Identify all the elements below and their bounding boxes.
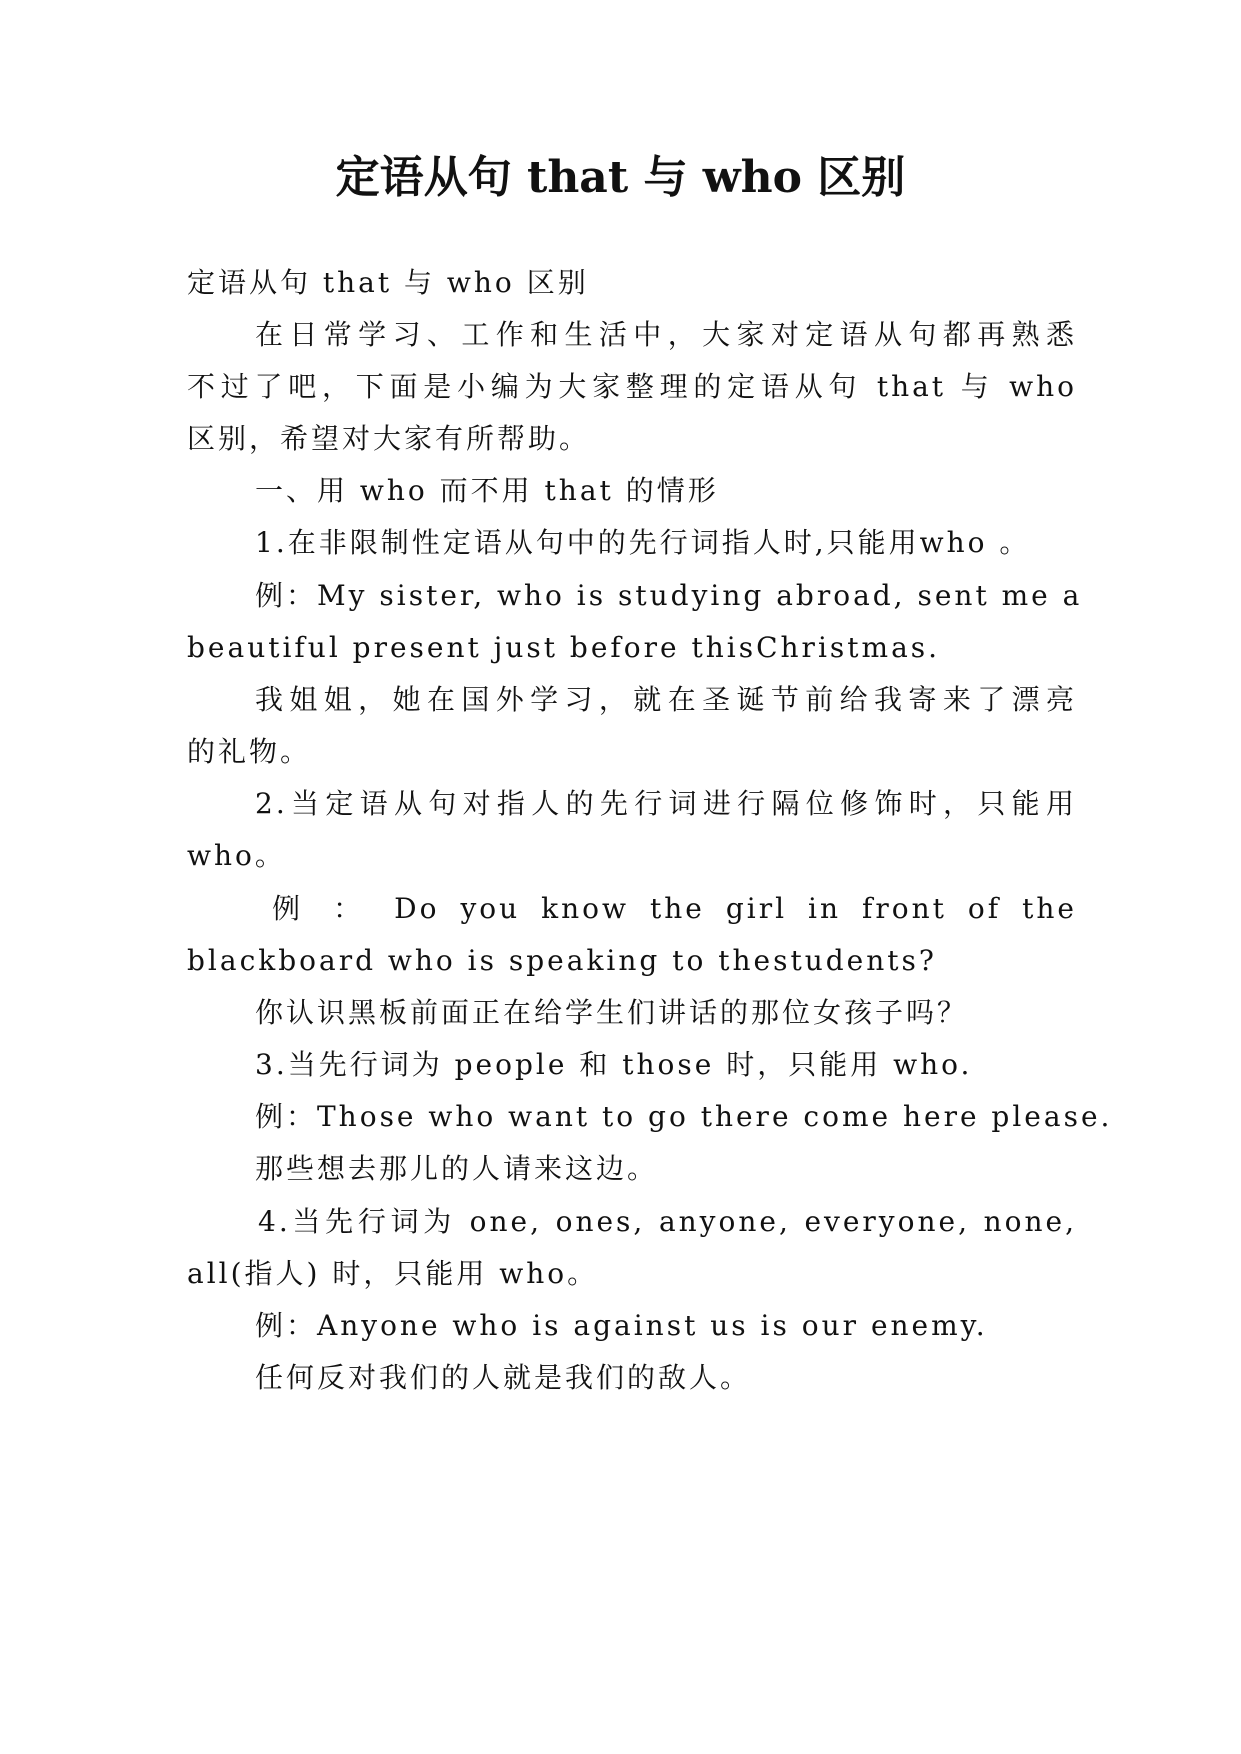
rule-line: who。: [187, 839, 286, 872]
example-line: 例：My sister, who is studying abroad, sent me a: [255, 579, 1083, 612]
example-line: 例：Anyone who is against us is our enemy.: [255, 1309, 988, 1342]
translation-line: 任何反对我们的人就是我们的敌人。: [255, 1361, 752, 1394]
rule-line: all(指人) 时，只能用 who。: [187, 1257, 599, 1290]
example-line: 例 ： Do you know the girl in front of the: [272, 892, 1077, 925]
translation-line: 我姐姐，她在国外学习，就在圣诞节前给我寄来了漂亮: [255, 683, 1077, 716]
rule-line: 1.在非限制性定语从句中的先行词指人时,只能用who 。: [255, 526, 1031, 559]
subtitle-line: 定语从句 that 与 who 区别: [187, 266, 589, 299]
section-heading: 一、用 who 而不用 that 的情形: [255, 474, 719, 507]
rule-line: 4.当先行词为 one, ones, anyone, everyone, none,: [258, 1205, 1077, 1238]
translation-line: 你认识黑板前面正在给学生们讲话的那位女孩子吗？: [255, 996, 969, 1029]
rule-line: 2.当定语从句对指人的先行词进行隔位修饰时，只能用: [255, 787, 1077, 820]
example-line: beautiful present just before thisChristmas.: [187, 631, 941, 664]
paragraph-line: 不过了吧，下面是小编为大家整理的定语从句 that 与 who: [187, 370, 1077, 403]
translation-line: 那些想去那儿的人请来这边。: [255, 1152, 659, 1185]
paragraph-line: 在日常学习、工作和生活中，大家对定语从句都再熟悉: [255, 318, 1077, 351]
example-line: blackboard who is speaking to thestudents?: [187, 944, 937, 977]
example-line: 例：Those who want to go there come here please.: [255, 1100, 1113, 1133]
rule-line: 3.当先行词为 people 和 those 时，只能用 who.: [255, 1048, 973, 1081]
document-title: 定语从句 that 与 who 区别: [335, 152, 906, 203]
translation-line: 的礼物。: [187, 735, 312, 768]
paragraph-line: 区别，希望对大家有所帮助。: [187, 422, 591, 455]
